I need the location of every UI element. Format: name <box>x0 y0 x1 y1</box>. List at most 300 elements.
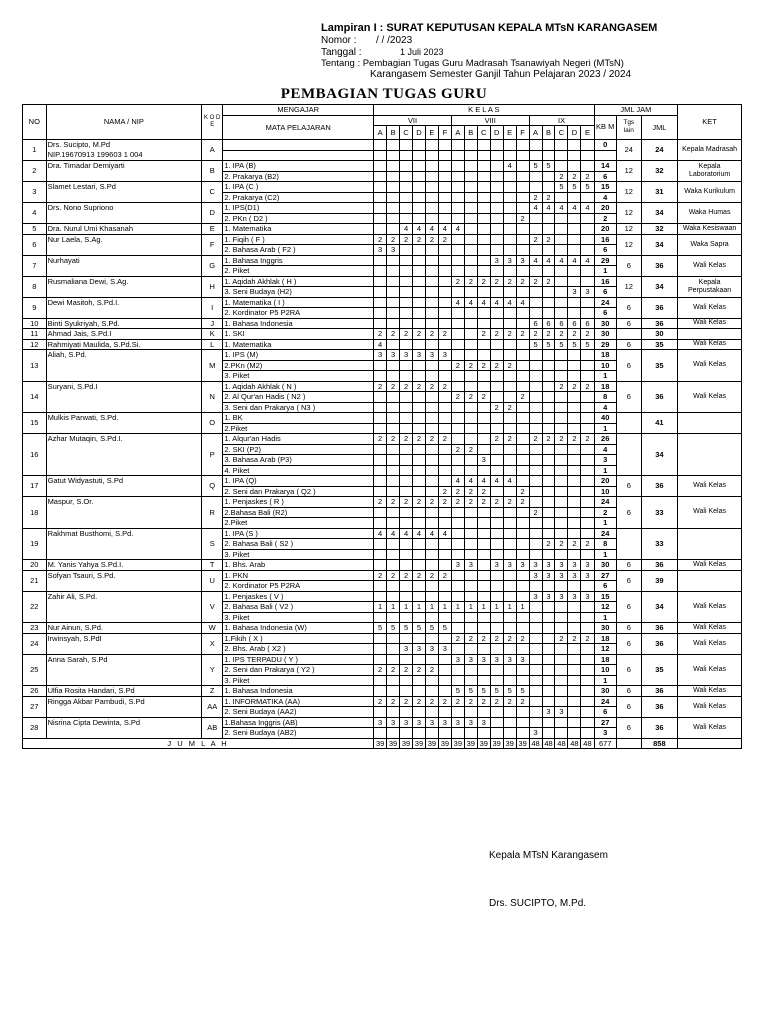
header-class-letter: E <box>503 126 516 140</box>
hours-cell <box>374 675 387 686</box>
hours-cell <box>387 518 400 529</box>
hours-cell <box>516 224 529 235</box>
hours-cell <box>464 581 477 592</box>
hours-cell <box>568 686 581 697</box>
kbm-hours: 6 <box>594 707 616 718</box>
hours-cell <box>490 612 503 623</box>
hours-cell <box>387 728 400 739</box>
hours-cell <box>425 150 438 161</box>
hours-cell <box>568 707 581 718</box>
other-duty-hours <box>616 528 641 560</box>
header-class-letter: E <box>581 126 594 140</box>
hours-cell <box>425 581 438 592</box>
hours-cell <box>490 339 503 350</box>
hours-cell <box>438 654 451 665</box>
hours-cell: 2 <box>555 171 568 182</box>
hours-cell: 2 <box>477 497 490 508</box>
hours-cell <box>477 287 490 298</box>
hours-cell <box>568 654 581 665</box>
remarks: Kepala Laboratorium <box>678 161 742 182</box>
hours-cell: 2 <box>413 497 426 508</box>
hours-cell <box>555 140 568 151</box>
hours-cell <box>400 308 413 319</box>
hours-cell <box>581 371 594 382</box>
hours-cell <box>568 213 581 224</box>
hours-cell <box>438 287 451 298</box>
hours-cell <box>516 434 529 445</box>
hours-cell: 2 <box>581 381 594 392</box>
hours-cell: 2 <box>464 486 477 497</box>
remarks: Wali Kelas <box>678 476 742 497</box>
kbm-hours: 1 <box>594 465 616 476</box>
teacher-name-line: Drs. Sucipto, M.Pd <box>47 140 111 149</box>
hours-cell: 3 <box>568 570 581 581</box>
hours-cell <box>542 465 555 476</box>
subject-line-2: Karangasem Semester Ganjil Tahun Pelajaran 2023 / 2024 <box>370 69 632 80</box>
hours-cell: 4 <box>529 255 542 266</box>
hours-cell <box>568 549 581 560</box>
hours-cell <box>490 549 503 560</box>
hours-cell: 4 <box>490 297 503 308</box>
table-row <box>23 182 742 193</box>
hours-cell <box>542 371 555 382</box>
hours-cell <box>477 150 490 161</box>
hours-cell <box>529 675 542 686</box>
hours-cell: 1 <box>451 602 464 613</box>
hours-cell <box>451 182 464 193</box>
remarks: Wali Kelas <box>678 297 742 318</box>
hours-cell <box>581 602 594 613</box>
hours-cell <box>581 675 594 686</box>
hours-cell: 2 <box>387 497 400 508</box>
hours-cell: 4 <box>503 161 516 172</box>
hours-cell <box>490 413 503 424</box>
hours-cell: 2 <box>490 497 503 508</box>
hours-cell <box>503 623 516 634</box>
hours-cell <box>451 465 464 476</box>
hours-cell <box>568 266 581 277</box>
hours-cell: 2 <box>490 633 503 644</box>
hours-cell <box>451 381 464 392</box>
hours-cell: 5 <box>374 623 387 634</box>
hours-cell <box>413 560 426 571</box>
hours-cell: 2 <box>503 276 516 287</box>
hours-cell <box>464 528 477 539</box>
table-row <box>23 276 742 287</box>
hours-cell <box>400 360 413 371</box>
hours-cell <box>516 413 529 424</box>
hours-cell: 1 <box>425 602 438 613</box>
hours-cell: 1 <box>503 602 516 613</box>
hours-cell: 2 <box>477 276 490 287</box>
hours-cell <box>374 423 387 434</box>
hours-cell: 2 <box>413 570 426 581</box>
remarks: Wali Kelas <box>678 654 742 686</box>
hours-cell: 3 <box>581 560 594 571</box>
kbm-hours: 1 <box>594 266 616 277</box>
hours-cell <box>438 392 451 403</box>
teacher-no: 1 <box>23 140 47 161</box>
hours-cell <box>555 276 568 287</box>
hours-cell <box>529 549 542 560</box>
hours-cell: 2 <box>464 360 477 371</box>
remarks: Kepala Perpustakaan <box>678 276 742 297</box>
hours-cell: 2 <box>529 434 542 445</box>
hours-cell <box>555 602 568 613</box>
kbm-hours: 12 <box>594 602 616 613</box>
hours-cell: 5 <box>516 686 529 697</box>
hours-cell <box>542 444 555 455</box>
hours-cell <box>529 297 542 308</box>
tanggal-label: Tanggal : <box>321 47 362 58</box>
teacher-no: 27 <box>23 696 47 717</box>
subject: 1. BK <box>223 413 374 424</box>
hours-cell <box>581 192 594 203</box>
hours-cell: 2 <box>400 570 413 581</box>
hours-cell <box>503 266 516 277</box>
hours-cell <box>542 140 555 151</box>
hours-cell <box>542 644 555 655</box>
hours-cell: 2 <box>438 486 451 497</box>
teacher-name-line: M. Yanis Yahya S.Pd.I. <box>47 560 124 569</box>
hours-cell <box>529 602 542 613</box>
hours-cell <box>464 570 477 581</box>
hours-cell <box>400 266 413 277</box>
hours-cell <box>581 581 594 592</box>
hours-cell: 4 <box>503 476 516 487</box>
hours-cell <box>477 728 490 739</box>
hours-cell <box>464 224 477 235</box>
hours-cell <box>503 644 516 655</box>
hours-cell <box>568 623 581 634</box>
table-row <box>23 234 742 245</box>
subject-line: Tentang : Pembagian Tugas Guru Madrasah Tsanawiyah Negeri (MTsN) <box>321 58 624 69</box>
subject: 2. Bahasa Bali ( V2 ) <box>223 602 374 613</box>
hours-cell <box>464 381 477 392</box>
hours-cell <box>555 612 568 623</box>
header-viii: VIII <box>451 115 529 126</box>
hours-cell <box>581 213 594 224</box>
hours-cell <box>516 507 529 518</box>
subject: 1. Matematika <box>223 339 374 350</box>
subject: 2. Bhs. Arab ( X2 ) <box>223 644 374 655</box>
subject: 3. Piket <box>223 371 374 382</box>
hours-cell <box>568 150 581 161</box>
hours-cell <box>451 255 464 266</box>
hours-cell: 2 <box>464 696 477 707</box>
hours-cell <box>438 560 451 571</box>
hours-cell <box>438 444 451 455</box>
hours-cell <box>516 182 529 193</box>
hours-cell <box>490 465 503 476</box>
hours-cell <box>503 549 516 560</box>
hours-cell <box>490 423 503 434</box>
hours-cell <box>425 161 438 172</box>
hours-cell <box>387 392 400 403</box>
subject: 1. IPA (C ) <box>223 182 374 193</box>
remarks: Wali Kelas <box>678 318 742 329</box>
subject: 1. Aqidah Akhlak ( N ) <box>223 381 374 392</box>
other-duty-hours: 12 <box>616 203 641 224</box>
hours-cell <box>387 654 400 665</box>
nomor-value: / / /2023 <box>376 35 413 46</box>
hours-cell <box>374 224 387 235</box>
hours-cell <box>516 623 529 634</box>
hours-cell: 2 <box>400 665 413 676</box>
hours-cell <box>542 224 555 235</box>
teacher-no: 8 <box>23 276 47 297</box>
total-cell: 39 <box>516 738 529 749</box>
hours-cell: 2 <box>581 633 594 644</box>
hours-cell: 5 <box>464 686 477 697</box>
hours-cell: 2 <box>490 696 503 707</box>
hours-cell <box>438 476 451 487</box>
kbm-hours: 40 <box>594 413 616 424</box>
hours-cell: 3 <box>400 717 413 728</box>
hours-cell <box>400 591 413 602</box>
subject: 1. Bahasa Indonesia <box>223 318 374 329</box>
hours-cell: 2 <box>451 696 464 707</box>
hours-cell <box>529 308 542 319</box>
hours-cell <box>464 707 477 718</box>
hours-cell <box>542 381 555 392</box>
hours-cell: 3 <box>529 560 542 571</box>
hours-cell <box>568 224 581 235</box>
hours-cell <box>451 581 464 592</box>
kbm-hours: 3 <box>594 455 616 466</box>
teacher-name-line: Drs. Nono Supriono <box>47 203 114 212</box>
hours-cell <box>413 444 426 455</box>
hours-cell <box>542 455 555 466</box>
hours-cell <box>490 381 503 392</box>
hours-cell: 5 <box>529 339 542 350</box>
hours-cell <box>503 612 516 623</box>
hours-cell <box>464 465 477 476</box>
teacher-name <box>46 234 202 255</box>
other-duty-hours: 6 <box>616 255 641 276</box>
hours-cell: 4 <box>413 528 426 539</box>
hours-cell <box>451 350 464 361</box>
hours-cell <box>516 444 529 455</box>
hours-cell <box>464 644 477 655</box>
hours-cell <box>451 140 464 151</box>
kbm-hours: 24 <box>594 696 616 707</box>
hours-cell <box>413 402 426 413</box>
hours-cell: 5 <box>542 339 555 350</box>
hours-cell <box>438 308 451 319</box>
hours-cell <box>400 486 413 497</box>
kbm-hours: 12 <box>594 644 616 655</box>
hours-cell <box>387 507 400 518</box>
hours-cell <box>555 518 568 529</box>
kbm-hours: 6 <box>594 171 616 182</box>
header-name: NAMA / NIP <box>46 105 202 140</box>
hours-cell <box>581 245 594 256</box>
other-duty-hours: 6 <box>616 560 641 571</box>
total-hours: 33 <box>641 528 678 560</box>
other-duty-hours <box>616 413 641 434</box>
other-duty-hours <box>616 434 641 476</box>
hours-cell <box>568 245 581 256</box>
hours-cell <box>438 591 451 602</box>
kbm-hours: 18 <box>594 654 616 665</box>
hours-cell <box>413 213 426 224</box>
kbm-hours: 30 <box>594 623 616 634</box>
hours-cell <box>387 644 400 655</box>
hours-cell <box>451 171 464 182</box>
teacher-name-line: Nur Ainun, S.Pd. <box>47 623 104 632</box>
remarks: Wali Kelas <box>678 717 742 738</box>
hours-cell <box>516 518 529 529</box>
hours-cell <box>438 182 451 193</box>
hours-cell <box>400 203 413 214</box>
hours-cell <box>581 665 594 676</box>
hours-cell <box>542 728 555 739</box>
hours-cell: 2 <box>477 392 490 403</box>
teacher-no: 3 <box>23 182 47 203</box>
hours-cell <box>555 150 568 161</box>
subject: 1. IPS (M) <box>223 350 374 361</box>
other-duty-hours: 6 <box>616 570 641 591</box>
hours-cell: 4 <box>400 528 413 539</box>
hours-cell <box>542 623 555 634</box>
hours-cell <box>542 612 555 623</box>
hours-cell <box>451 507 464 518</box>
kbm-hours: 18 <box>594 381 616 392</box>
hours-cell: 4 <box>374 339 387 350</box>
subject: 4. Piket <box>223 465 374 476</box>
teacher-name-line: NIP.19670913 199603 1 004 <box>47 149 143 159</box>
hours-cell <box>400 518 413 529</box>
hours-cell <box>555 497 568 508</box>
hours-cell <box>387 402 400 413</box>
kbm-hours: 18 <box>594 350 616 361</box>
teacher-no: 15 <box>23 413 47 434</box>
hours-cell <box>516 339 529 350</box>
remarks: Waka Humas <box>678 203 742 224</box>
teacher-name <box>46 297 202 318</box>
hours-cell <box>451 539 464 550</box>
hours-cell <box>400 654 413 665</box>
hours-cell <box>516 581 529 592</box>
hours-cell <box>425 140 438 151</box>
hours-cell <box>387 413 400 424</box>
table-row <box>23 140 742 151</box>
hours-cell <box>451 518 464 529</box>
hours-cell <box>477 570 490 581</box>
hours-cell <box>542 245 555 256</box>
hours-cell <box>387 686 400 697</box>
hours-cell: 2 <box>451 486 464 497</box>
hours-cell <box>438 371 451 382</box>
remarks: Wali Kelas <box>678 350 742 382</box>
kbm-hours: 6 <box>594 245 616 256</box>
table-row <box>23 350 742 361</box>
hours-cell <box>477 518 490 529</box>
hours-cell <box>425 455 438 466</box>
hours-cell <box>374 549 387 560</box>
hours-cell <box>464 266 477 277</box>
hours-cell <box>438 140 451 151</box>
teacher-no: 14 <box>23 381 47 413</box>
hours-cell <box>387 182 400 193</box>
subject: 2. Piket <box>223 266 374 277</box>
hours-cell <box>387 560 400 571</box>
hours-cell: 3 <box>581 591 594 602</box>
table-row <box>23 255 742 266</box>
hours-cell: 2 <box>529 234 542 245</box>
hours-cell <box>438 518 451 529</box>
teacher-no: 4 <box>23 203 47 224</box>
hours-cell <box>438 203 451 214</box>
subject: 2. Al Qur'an Hadis ( N2 ) <box>223 392 374 403</box>
subject: 1. IPA (B) <box>223 161 374 172</box>
other-duty-hours: 6 <box>616 381 641 413</box>
hours-cell: 5 <box>568 182 581 193</box>
hours-cell <box>387 276 400 287</box>
header-class-letter: D <box>568 126 581 140</box>
hours-cell: 3 <box>425 350 438 361</box>
hours-cell <box>400 686 413 697</box>
teacher-code: V <box>202 591 223 623</box>
hours-cell: 2 <box>542 192 555 203</box>
hours-cell <box>568 486 581 497</box>
total-hours: 39 <box>641 570 678 591</box>
hours-cell: 2 <box>400 381 413 392</box>
hours-cell <box>464 213 477 224</box>
hours-cell <box>568 728 581 739</box>
hours-cell <box>413 633 426 644</box>
hours-cell <box>477 266 490 277</box>
subject: 1. IPA (S ) <box>223 528 374 539</box>
remarks <box>678 329 742 340</box>
hours-cell <box>413 612 426 623</box>
hours-cell <box>490 392 503 403</box>
hours-cell: 2 <box>400 329 413 340</box>
kbm-hours: 30 <box>594 318 616 329</box>
hours-cell <box>555 371 568 382</box>
hours-cell: 4 <box>477 476 490 487</box>
hours-cell <box>542 392 555 403</box>
hours-cell: 4 <box>464 297 477 308</box>
hours-cell <box>387 266 400 277</box>
hours-cell <box>503 465 516 476</box>
subject: 1. Penjaskes ( V ) <box>223 591 374 602</box>
hours-cell <box>568 192 581 203</box>
hours-cell: 4 <box>425 528 438 539</box>
hours-cell <box>490 486 503 497</box>
hours-cell <box>581 234 594 245</box>
kbm-hours: 1 <box>594 518 616 529</box>
hours-cell <box>413 371 426 382</box>
table-row <box>23 623 742 634</box>
total-cell: 39 <box>438 738 451 749</box>
hours-cell <box>400 276 413 287</box>
hours-cell <box>425 213 438 224</box>
hours-cell <box>529 350 542 361</box>
hours-cell <box>542 717 555 728</box>
teacher-code: I <box>202 297 223 318</box>
hours-cell: 2 <box>413 329 426 340</box>
hours-cell <box>477 140 490 151</box>
hours-cell <box>490 581 503 592</box>
hours-cell <box>400 161 413 172</box>
kbm-hours: 24 <box>594 528 616 539</box>
hours-cell <box>425 707 438 718</box>
hours-cell <box>555 476 568 487</box>
hours-cell: 4 <box>451 297 464 308</box>
header-class-letter: C <box>400 126 413 140</box>
